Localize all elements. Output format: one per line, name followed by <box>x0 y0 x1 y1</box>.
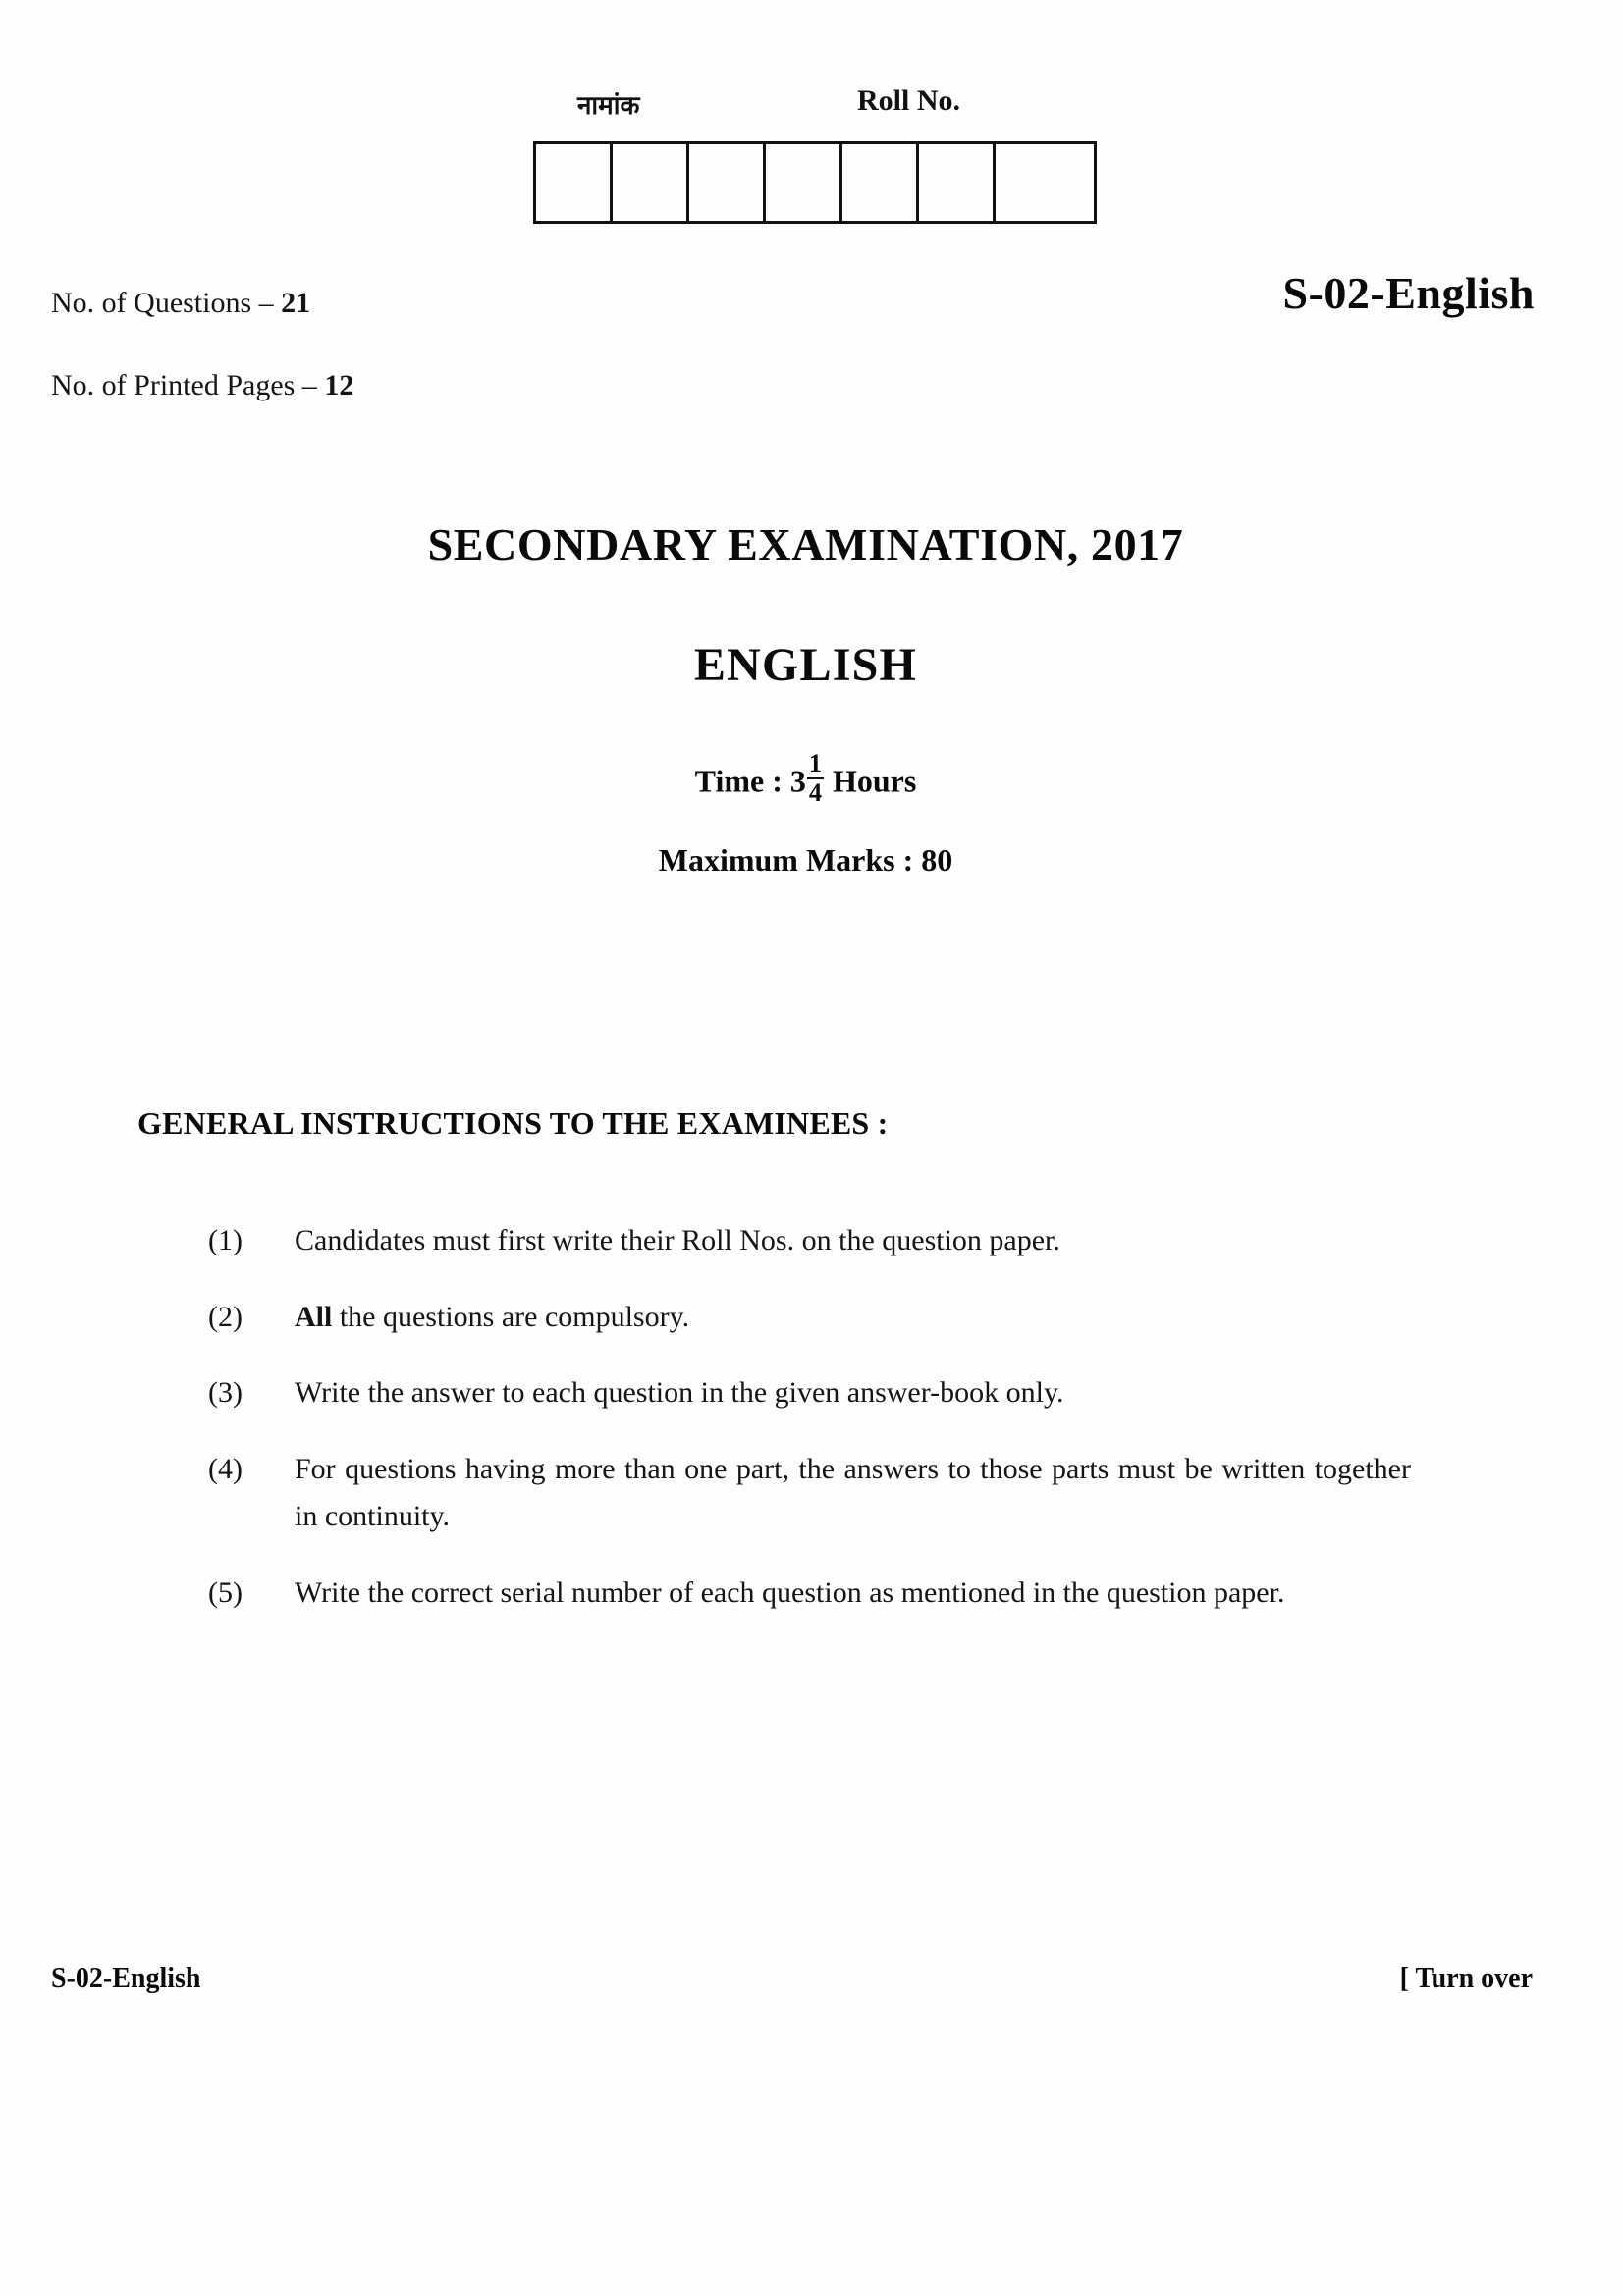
instructions-list <box>208 1217 1411 1646</box>
instruction-text: Candidates must first write their Roll Nos. on the question paper. <box>295 1224 1060 1256</box>
instruction-item-2 <box>208 1294 1411 1342</box>
instruction-number: (2) <box>208 1300 243 1333</box>
roll-number-cell[interactable] <box>613 144 689 221</box>
roll-number-cell[interactable] <box>919 144 996 221</box>
roll-number-grid[interactable] <box>533 141 1097 224</box>
exam-title: SECONDARY EXAMINATION, 2017 <box>427 519 1184 569</box>
time-line <box>0 748 1623 809</box>
instruction-item-4 <box>208 1446 1411 1541</box>
time-prefix: Time : 3 <box>694 763 806 799</box>
roll-number-cell[interactable] <box>689 144 766 221</box>
paper-code: S-02-English <box>1282 268 1535 318</box>
instructions-heading: GENERAL INSTRUCTIONS TO THE EXAMINEES : <box>137 1105 889 1141</box>
instruction-number: (5) <box>208 1575 243 1609</box>
subject-title: ENGLISH <box>693 639 918 691</box>
time-fraction <box>807 748 824 808</box>
fraction-denominator: 4 <box>808 778 822 808</box>
footer-turn-over: [ Turn over <box>1399 1963 1533 1994</box>
no-of-questions-value: 21 <box>281 287 311 319</box>
instruction-item-3 <box>208 1369 1411 1417</box>
roll-number-block <box>533 86 1097 224</box>
footer-paper-code: S-02-English <box>51 1963 201 1994</box>
instruction-text: Write the answer to each question in the given answer-book only. <box>295 1376 1064 1410</box>
instruction-item-1 <box>208 1217 1411 1265</box>
instruction-item-5 <box>208 1570 1411 1618</box>
roll-number-cell[interactable] <box>996 144 1072 221</box>
instruction-text-rest: the questions are compulsory. <box>332 1300 690 1333</box>
roll-number-cell[interactable] <box>842 144 919 221</box>
no-of-printed-pages-value: 12 <box>324 369 354 401</box>
time-suffix: Hours <box>824 763 917 799</box>
instruction-number: (1) <box>208 1224 243 1256</box>
roll-number-cell[interactable] <box>536 144 613 221</box>
fraction-numerator: 1 <box>808 748 822 777</box>
maximum-marks: Maximum Marks : 80 <box>658 842 953 878</box>
roll-number-cell[interactable] <box>766 144 842 221</box>
no-of-questions <box>51 287 310 320</box>
no-of-printed-pages <box>51 369 353 402</box>
instruction-number: (3) <box>208 1376 243 1410</box>
no-of-printed-pages-label: No. of Printed Pages – <box>51 369 325 401</box>
no-of-questions-label: No. of Questions – <box>51 287 282 319</box>
instruction-text: Write the correct serial number of each question as mentioned in the question paper. <box>295 1575 1285 1609</box>
instruction-bold-lead: All <box>295 1300 333 1333</box>
roll-number-labels <box>533 86 1097 141</box>
instruction-text <box>295 1294 1411 1342</box>
roll-no-label: Roll No. <box>857 84 960 117</box>
instruction-number: (4) <box>208 1452 243 1485</box>
namank-label: नामांक <box>577 91 640 121</box>
instruction-text: For questions having more than one part, the answers to those parts must be written together in continuity. <box>295 1452 1411 1533</box>
